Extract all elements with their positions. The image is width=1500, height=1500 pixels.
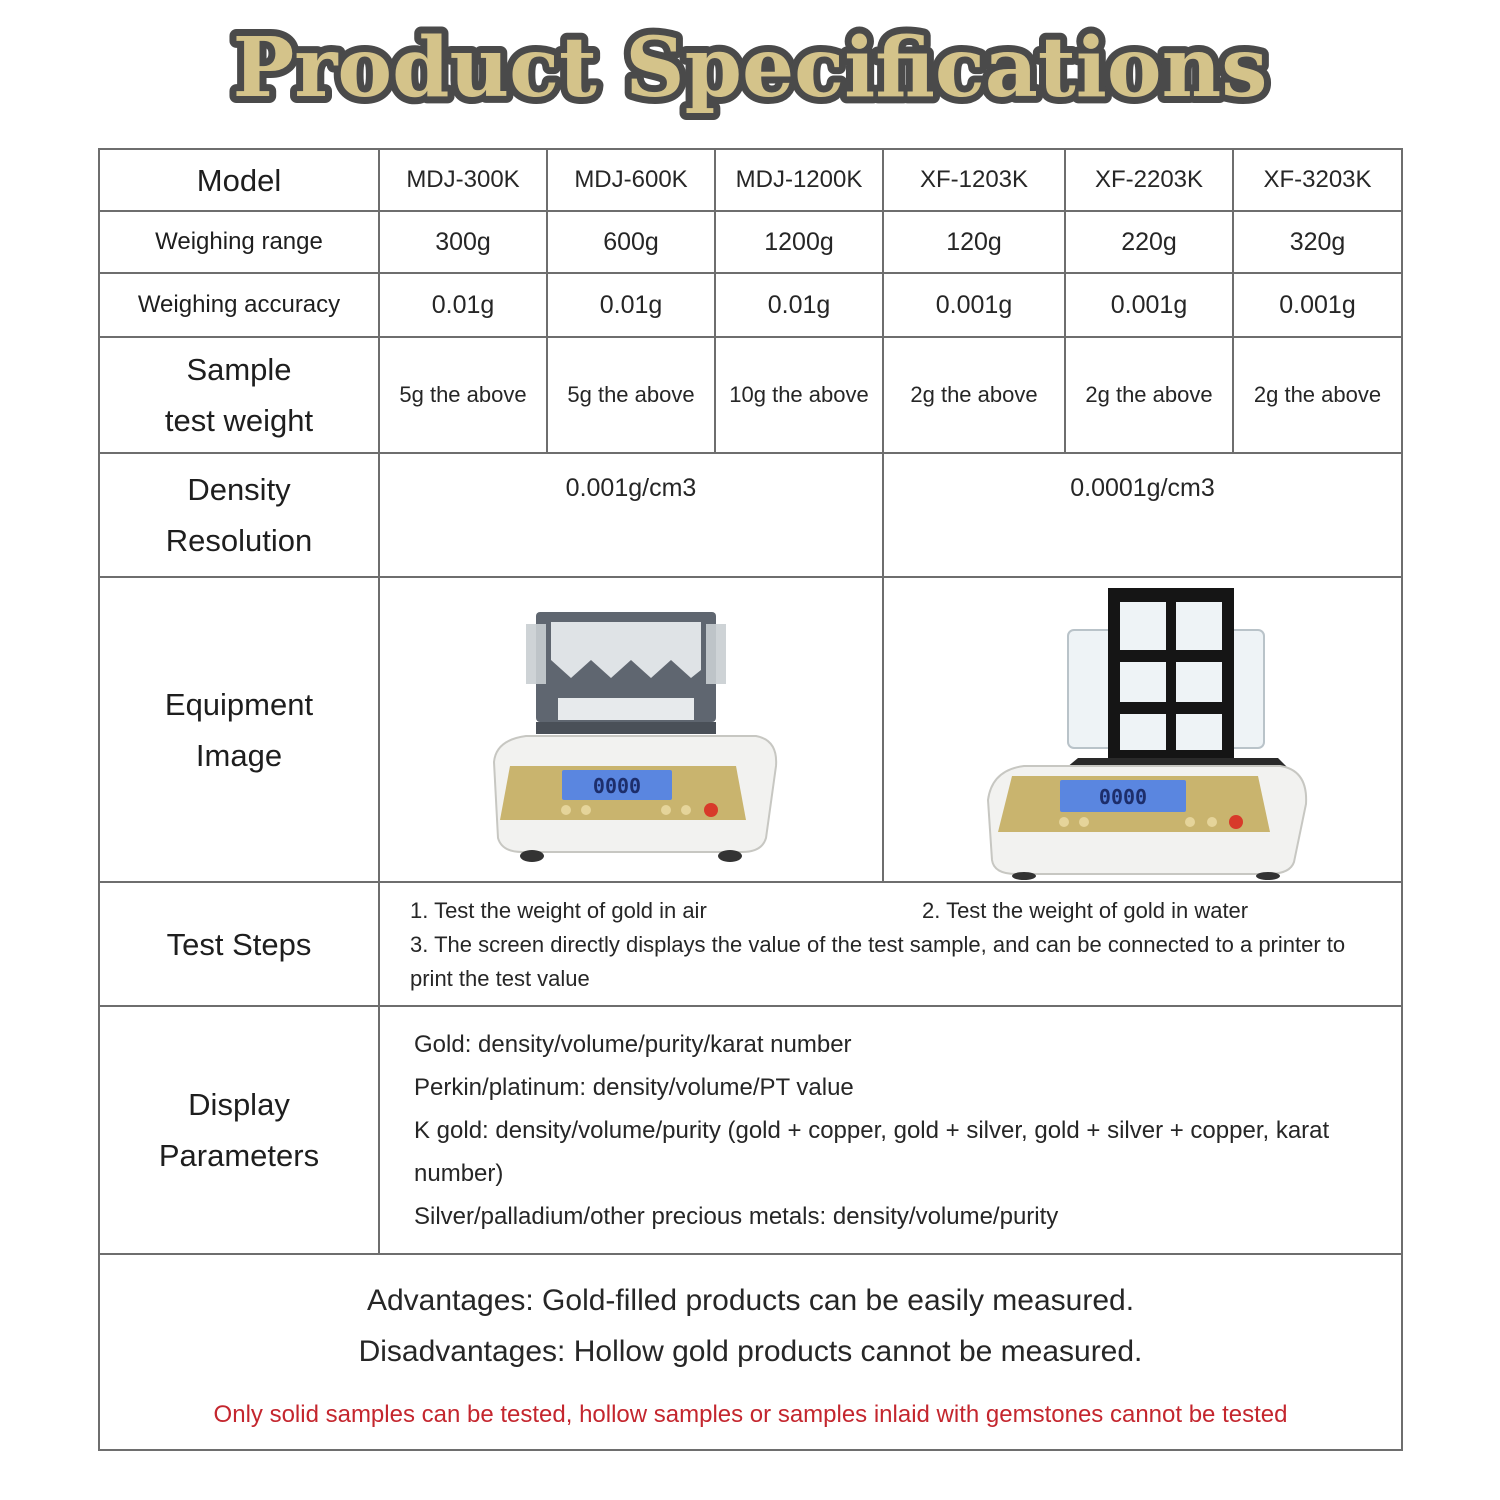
sample-weight-label-line2: test weight: [164, 403, 314, 438]
sample-weight-label-line1: Sample: [186, 352, 292, 387]
weighing-accuracy-cell: 0.001g: [883, 273, 1065, 337]
model-cell: MDJ-600K: [547, 149, 715, 211]
page-title-banner: [0, 0, 1500, 140]
weighing-accuracy-cell: 0.01g: [547, 273, 715, 337]
display-parameter-item: K gold: density/volume/purity (gold + copper, gold + silver, gold + silver + copper, karat number): [414, 1116, 1330, 1187]
page-title: Product Specifications: [232, 20, 1268, 116]
sample-weight-cell: 5g the above: [547, 337, 715, 453]
model-cell: XF-2203K: [1065, 149, 1233, 211]
equipment-label-line2: Image: [195, 737, 283, 773]
weighing-accuracy-cell: 0.01g: [715, 273, 883, 337]
footer-cell: [99, 1254, 1402, 1450]
model-label: Model: [99, 149, 379, 211]
weighing-range-row: [99, 211, 1402, 273]
sample-weight-cell: 2g the above: [1065, 337, 1233, 453]
weighing-accuracy-cell: 0.001g: [1065, 273, 1233, 337]
advantages-text: Advantages: Gold-filled products can be easily measured.: [366, 1284, 1135, 1317]
density-scale-black-image: [968, 580, 1318, 880]
weighing-accuracy-row: [99, 273, 1402, 337]
sample-weight-cell: 10g the above: [715, 337, 883, 453]
weighing-range-cell: 600g: [547, 211, 715, 273]
disadvantages-text: Disadvantages: Hollow gold products cannot be measured.: [358, 1335, 1143, 1368]
model-cell: XF-1203K: [883, 149, 1065, 211]
weighing-accuracy-cell: 0.001g: [1233, 273, 1402, 337]
sample-weight-cell: 2g the above: [883, 337, 1065, 453]
display-label-line1: Display: [188, 1087, 290, 1122]
sample-weight-cell: 5g the above: [379, 337, 547, 453]
weighing-accuracy-cell: 0.01g: [379, 273, 547, 337]
test-step-1: 1. Test the weight of gold in air: [410, 898, 707, 923]
weighing-accuracy-label: Weighing accuracy: [99, 273, 379, 337]
model-cell: MDJ-1200K: [715, 149, 883, 211]
equipment-image-row: [99, 577, 1402, 882]
model-cell: XF-3203K: [1233, 149, 1402, 211]
model-row: [99, 149, 1402, 211]
display-parameter-item: Gold: density/volume/purity/karat number: [414, 1030, 852, 1058]
density-resolution-row: [99, 453, 1402, 577]
warning-note: Only solid samples can be tested, hollow samples or samples inlaid with gemstones cannot be tested: [213, 1401, 1288, 1428]
density-resolution-label: [99, 453, 379, 577]
equipment-image-xf: [883, 577, 1402, 882]
sample-weight-label: [99, 337, 379, 453]
equipment-label-line1: Equipment: [164, 686, 314, 722]
model-cell: MDJ-300K: [379, 149, 547, 211]
density-resolution-cell: 0.0001g/cm3: [883, 453, 1402, 577]
spec-table: [98, 148, 1403, 1451]
weighing-range-label: Weighing range: [99, 211, 379, 273]
display-digits: 0000: [592, 773, 642, 798]
test-steps-row: [99, 882, 1402, 1006]
footer-row: [99, 1254, 1402, 1450]
weighing-range-cell: 120g: [883, 211, 1065, 273]
density-label-line1: Density: [187, 472, 291, 507]
equipment-image-label: [99, 577, 379, 882]
weighing-range-cell: 1200g: [715, 211, 883, 273]
weighing-range-cell: 320g: [1233, 211, 1402, 273]
test-step-3: 3. The screen directly displays the value of the test sample, and can be connected to a printer to print the test value: [410, 932, 1346, 991]
weighing-range-cell: 300g: [379, 211, 547, 273]
display-digits: 0000: [1098, 784, 1147, 809]
sample-weight-cell: 2g the above: [1233, 337, 1402, 453]
equipment-image-mdj: [379, 577, 883, 882]
density-resolution-cell: 0.001g/cm3: [379, 453, 883, 577]
display-parameter-item: Silver/palladium/other precious metals: density/volume/purity: [414, 1202, 1059, 1230]
test-step-2: 2. Test the weight of gold in water: [922, 898, 1249, 923]
test-steps-cell: [379, 882, 1402, 1006]
weighing-range-cell: 220g: [1065, 211, 1233, 273]
display-label-line2: Parameters: [158, 1138, 320, 1173]
test-steps-label: Test Steps: [99, 882, 379, 1006]
display-parameters-cell: [379, 1006, 1402, 1254]
density-label-line2: Resolution: [165, 523, 313, 558]
display-parameters-row: [99, 1006, 1402, 1254]
display-parameter-item: Perkin/platinum: density/volume/PT value: [414, 1073, 854, 1101]
sample-weight-row: [99, 337, 1402, 453]
display-parameters-label: [99, 1006, 379, 1254]
density-scale-gray-image: [466, 590, 796, 870]
